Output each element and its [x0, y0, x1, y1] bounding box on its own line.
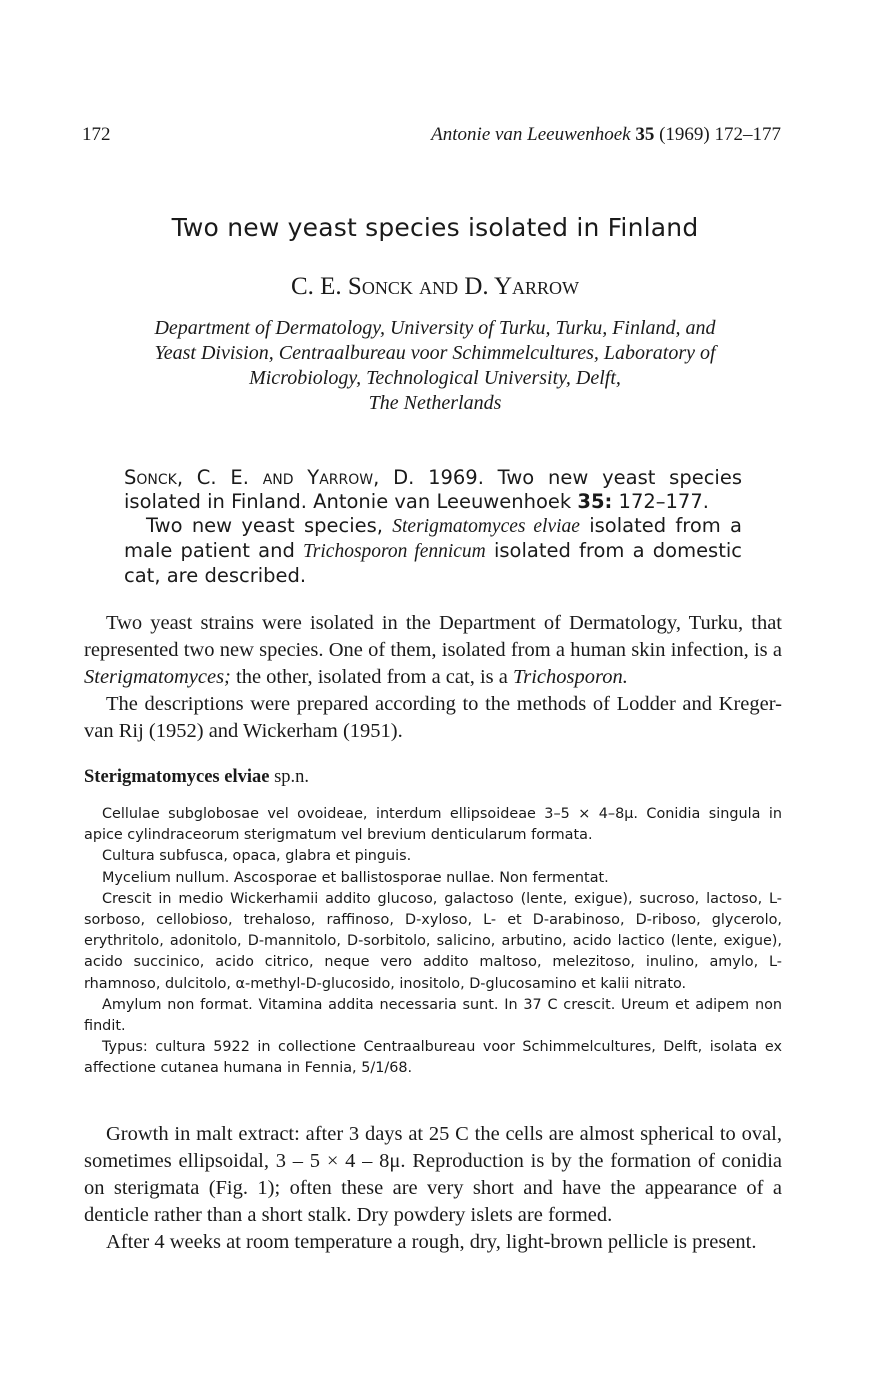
latin-paragraph: Cultura subfusca, opaca, glabra et pinguis. — [102, 848, 412, 865]
intro-paragraph: The descriptions were prepared according to the methods of Lodder and Kreger-van Rij (1952) and Wickerham (1951). — [84, 693, 782, 742]
citation-volume: 35: — [577, 490, 613, 513]
latin-paragraph: Typus: cultura 5922 in collectione Centraalbureau voor Schimmelcultures, Delft, isolata ex affectione cutanea humana in Fennia, 5/1/68. — [84, 1039, 782, 1077]
abstract — [124, 466, 742, 588]
latin-paragraph: Crescit in medio Wickerhamii addito glucoso, galactoso (lente, exigue), sucroso, lactoso, L-sorboso, cellobioso, trehaloso, raffinoso, D-xyloso, L- et D-arabinoso, D-riboso, glycerolo, erythritolo, adonitolo, D-mannitolo, D-sorbitolo, salicino, arbutino, acido lactico (lente, exigue), acido succinico, acido citrico, neque vero addito maltoso, melezitoso, inulino, amylo, L-rhamnoso, dulcitolo, α-methyl-D-glucosido, inositolo, D-glucosamino et kalii nitrato. — [84, 890, 782, 992]
latin-paragraph: Mycelium nullum. Ascosporae et ballistosporae nullae. Non fermentat. — [102, 869, 609, 886]
page-number: 172 — [82, 124, 111, 145]
affiliation — [110, 316, 760, 416]
intro-text: Two yeast strains were isolated in the Department of Dermatology, Turku, that represented two new species. One of them, isolated from a human skin infection, is a — [84, 612, 782, 661]
latin-paragraph: Amylum non format. Vitamina addita necessaria sunt. In 37 C crescit. Ureum et adipem non findit. — [84, 996, 782, 1035]
running-head — [82, 124, 781, 148]
species-name: Sterigmatomyces elviae — [392, 516, 580, 537]
introduction — [84, 610, 782, 745]
article-title: Two new yeast species isolated in Finland — [171, 213, 699, 242]
description-paragraph: After 4 weeks at room temperature a rough, dry, light-brown pellicle is present. — [106, 1231, 757, 1253]
genus-name: Trichosporon. — [512, 666, 628, 688]
latin-paragraph: Cellulae subglobosae vel ovoideae, interdum ellipsoideae 3–5 × 4–8μ. Conidia singula in apice cylindraceorum sterigmatum vel brevium denticularum formata. — [84, 806, 782, 844]
genus-name: Sterigmatomyces; — [84, 666, 231, 688]
journal-volume: 35 — [635, 124, 655, 145]
latin-diagnosis — [84, 804, 782, 1080]
citation-text: 1969. Two new yeast species isolated in Finland. Antonie van Leeuwenhoek — [124, 466, 742, 513]
article-authors: C. E. Sonck and D. Yarrow — [290, 273, 580, 300]
citation-pages: 172–177. — [618, 490, 709, 513]
citation-authors: Sonck, C. E. and Yarrow, D. — [124, 466, 415, 489]
abstract-citation — [124, 466, 742, 514]
abstract-summary — [124, 514, 742, 588]
journal-year-pages: (1969) 172–177 — [659, 124, 781, 145]
summary-text: Two new yeast species, — [146, 514, 383, 537]
description-paragraph: Growth in malt extract: after 3 days at 25 C the cells are almost spherical to oval, sometimes ellipsoidal, 3 – 5 × 4 – 8μ. Reproduction is by the formation of conidia on sterigmata (Fig. 1); often these are very short and have the appearance of a denticle rather than a short stalk. Dry powdery islets are formed. — [84, 1123, 782, 1226]
summary-text: isolated from a male patient and — [124, 514, 742, 562]
summary-text: isolated from a domestic cat, are described. — [124, 539, 743, 587]
species-name: Trichosporon fennicum — [303, 541, 486, 562]
journal-name: Antonie van Leeuwenhoek — [431, 124, 631, 145]
species-heading-name: Sterigmatomyces elviae — [84, 767, 270, 787]
species-description — [84, 1121, 782, 1256]
species-heading — [84, 767, 309, 788]
intro-text: the other, isolated from a cat, is a — [236, 666, 508, 688]
intro-paragraph — [84, 610, 782, 691]
affiliation-line: The Netherlands — [368, 392, 502, 414]
species-heading-suffix: sp.n. — [274, 767, 310, 787]
affiliation-line: Microbiology, Technological University, Delft, — [249, 367, 621, 389]
affiliation-line: Yeast Division, Centraalbureau voor Schimmelcultures, Laboratory of — [154, 342, 716, 364]
affiliation-line: Department of Dermatology, University of Turku, Turku, Finland, and — [154, 317, 716, 339]
journal-reference — [431, 124, 781, 146]
